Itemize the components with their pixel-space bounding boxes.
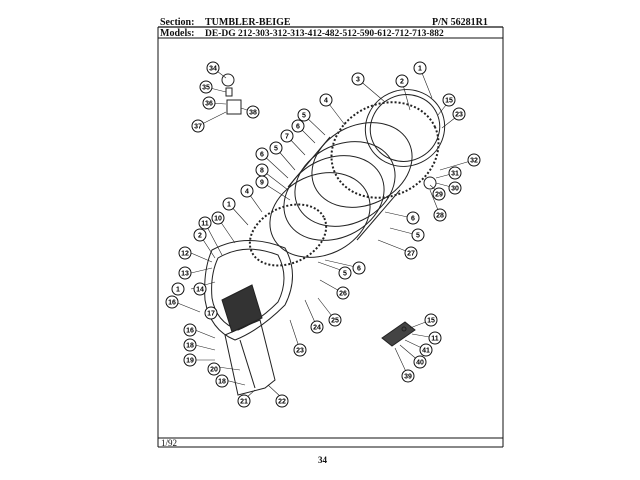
svg-text:6: 6 bbox=[260, 151, 264, 159]
svg-text:6: 6 bbox=[411, 215, 415, 223]
callout-1 bbox=[172, 283, 184, 295]
section-value: TUMBLER-BEIGE bbox=[205, 17, 291, 28]
svg-text:6: 6 bbox=[357, 265, 361, 273]
svg-text:2: 2 bbox=[400, 78, 404, 86]
callout-26 bbox=[337, 287, 349, 299]
callout-6 bbox=[353, 262, 365, 274]
svg-text:10: 10 bbox=[214, 215, 222, 223]
callout-5 bbox=[270, 142, 282, 154]
callout-36 bbox=[203, 97, 215, 109]
callout-6 bbox=[256, 148, 268, 160]
svg-text:5: 5 bbox=[274, 145, 278, 153]
svg-text:24: 24 bbox=[313, 324, 321, 332]
svg-text:18: 18 bbox=[186, 342, 194, 350]
svg-text:26: 26 bbox=[339, 290, 347, 298]
callout-16 bbox=[184, 324, 196, 336]
callout-4 bbox=[241, 185, 253, 197]
part-number: P/N 56281R1 bbox=[432, 17, 488, 28]
svg-text:4: 4 bbox=[245, 188, 249, 196]
svg-text:6: 6 bbox=[296, 123, 300, 131]
svg-text:11: 11 bbox=[431, 335, 439, 343]
callout-22 bbox=[276, 395, 288, 407]
callout-31 bbox=[449, 167, 461, 179]
svg-text:1: 1 bbox=[227, 201, 231, 209]
callout-29 bbox=[433, 188, 445, 200]
svg-text:29: 29 bbox=[435, 191, 443, 199]
bulb-assembly bbox=[222, 74, 241, 114]
callout-15 bbox=[443, 94, 455, 106]
models-label: Models: bbox=[160, 28, 195, 39]
pulley bbox=[424, 177, 436, 189]
front-felt-seal bbox=[240, 193, 336, 278]
callout-15 bbox=[425, 314, 437, 326]
svg-text:16: 16 bbox=[168, 299, 176, 307]
svg-text:2: 2 bbox=[198, 232, 202, 240]
callout-27 bbox=[405, 247, 417, 259]
svg-text:23: 23 bbox=[455, 111, 463, 119]
svg-text:13: 13 bbox=[181, 270, 189, 278]
svg-text:23: 23 bbox=[296, 347, 304, 355]
callout-19 bbox=[184, 354, 196, 366]
page-number: 34 bbox=[318, 455, 327, 465]
svg-text:20: 20 bbox=[210, 366, 218, 374]
callout-28 bbox=[434, 209, 446, 221]
svg-text:30: 30 bbox=[451, 185, 459, 193]
svg-text:35: 35 bbox=[202, 84, 210, 92]
callout-25 bbox=[329, 314, 341, 326]
svg-text:31: 31 bbox=[451, 170, 459, 178]
svg-text:32: 32 bbox=[470, 157, 478, 165]
svg-text:16: 16 bbox=[186, 327, 194, 335]
svg-text:36: 36 bbox=[205, 100, 213, 108]
svg-text:34: 34 bbox=[209, 65, 217, 73]
callout-23 bbox=[453, 108, 465, 120]
callout-17 bbox=[205, 307, 217, 319]
callout-35 bbox=[200, 81, 212, 93]
svg-text:28: 28 bbox=[436, 212, 444, 220]
callout-2 bbox=[194, 229, 206, 241]
svg-text:41: 41 bbox=[422, 347, 430, 355]
callout-8 bbox=[256, 164, 268, 176]
svg-text:5: 5 bbox=[302, 112, 306, 120]
callout-41 bbox=[420, 344, 432, 356]
callout-5 bbox=[412, 229, 424, 241]
svg-text:38: 38 bbox=[249, 109, 257, 117]
svg-text:5: 5 bbox=[416, 232, 420, 240]
svg-text:27: 27 bbox=[407, 250, 415, 258]
svg-text:12: 12 bbox=[181, 250, 189, 258]
svg-text:22: 22 bbox=[278, 398, 286, 406]
drum-body bbox=[256, 107, 426, 273]
callout-18 bbox=[216, 375, 228, 387]
callout-37 bbox=[192, 120, 204, 132]
callout-13 bbox=[179, 267, 191, 279]
svg-text:1: 1 bbox=[176, 286, 180, 294]
callout-6 bbox=[292, 120, 304, 132]
callout-3 bbox=[352, 73, 364, 85]
svg-text:14: 14 bbox=[196, 286, 204, 294]
callout-16 bbox=[166, 296, 178, 308]
svg-text:40: 40 bbox=[416, 359, 424, 367]
svg-text:7: 7 bbox=[285, 133, 289, 141]
svg-text:4: 4 bbox=[324, 97, 328, 105]
callout-1 bbox=[414, 62, 426, 74]
callout-30 bbox=[449, 182, 461, 194]
revision-date: 1/92 bbox=[161, 438, 178, 448]
svg-text:15: 15 bbox=[445, 97, 453, 105]
svg-text:9: 9 bbox=[260, 179, 264, 187]
callout-9 bbox=[256, 176, 268, 188]
callout-5 bbox=[339, 267, 351, 279]
svg-text:18: 18 bbox=[218, 378, 226, 386]
callout-32 bbox=[468, 154, 480, 166]
callout-20 bbox=[208, 363, 220, 375]
callout-24 bbox=[311, 321, 323, 333]
lower-duct bbox=[225, 320, 275, 395]
callout-10 bbox=[212, 212, 224, 224]
svg-text:37: 37 bbox=[194, 123, 202, 131]
callout-2 bbox=[396, 75, 408, 87]
svg-text:25: 25 bbox=[331, 317, 339, 325]
svg-text:17: 17 bbox=[207, 310, 215, 318]
callout-4 bbox=[320, 94, 332, 106]
section-label: Section: bbox=[160, 17, 195, 28]
callout-balloons bbox=[166, 62, 480, 407]
callout-21 bbox=[238, 395, 250, 407]
callout-40 bbox=[414, 356, 426, 368]
callout-11 bbox=[199, 217, 211, 229]
callout-34 bbox=[207, 62, 219, 74]
callout-12 bbox=[179, 247, 191, 259]
svg-text:1: 1 bbox=[418, 65, 422, 73]
svg-text:8: 8 bbox=[260, 167, 264, 175]
callout-14 bbox=[194, 283, 206, 295]
svg-text:15: 15 bbox=[427, 317, 435, 325]
svg-text:39: 39 bbox=[404, 373, 412, 381]
svg-text:3: 3 bbox=[356, 76, 360, 84]
callout-23 bbox=[294, 344, 306, 356]
svg-text:21: 21 bbox=[240, 398, 248, 406]
callout-7 bbox=[281, 130, 293, 142]
callout-1 bbox=[223, 198, 235, 210]
models-value: DE-DG 212-303-312-313-412-482-512-590-612-712-713-882 bbox=[205, 29, 444, 39]
callout-39 bbox=[402, 370, 414, 382]
callout-11 bbox=[429, 332, 441, 344]
svg-text:19: 19 bbox=[186, 357, 194, 365]
svg-text:11: 11 bbox=[201, 220, 209, 228]
callout-38 bbox=[247, 106, 259, 118]
callout-18 bbox=[184, 339, 196, 351]
svg-text:5: 5 bbox=[343, 270, 347, 278]
callout-6 bbox=[407, 212, 419, 224]
callout-5 bbox=[298, 109, 310, 121]
